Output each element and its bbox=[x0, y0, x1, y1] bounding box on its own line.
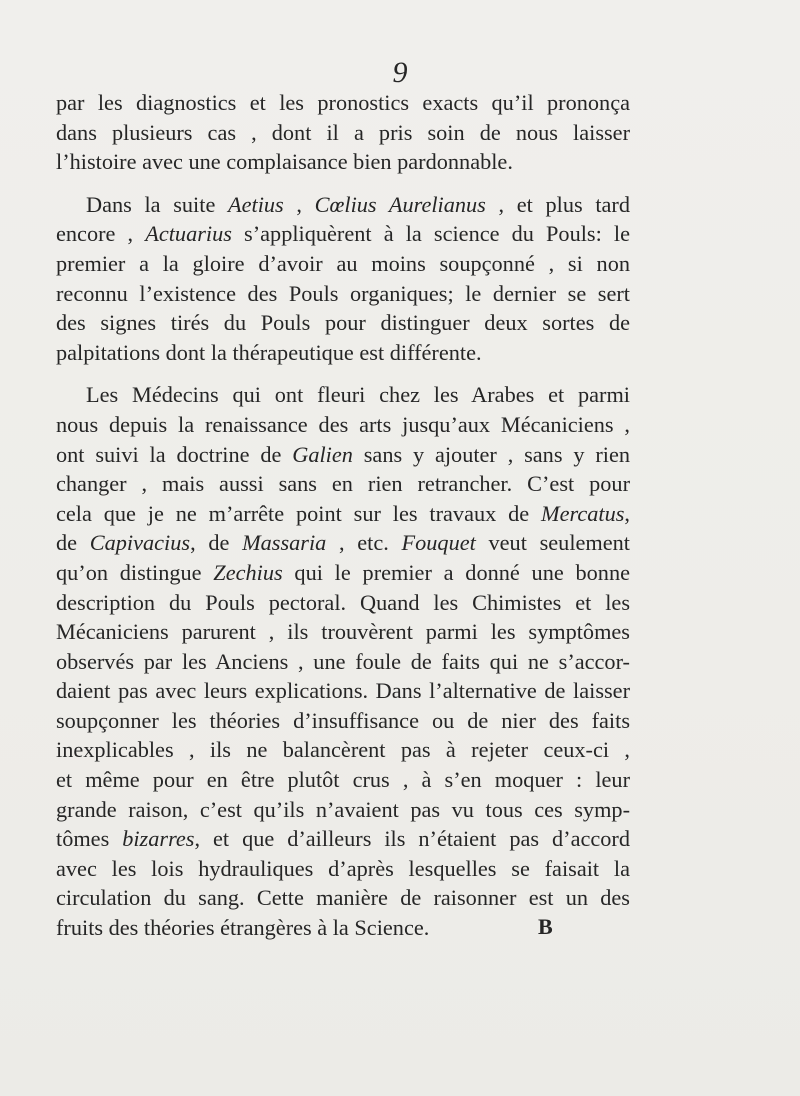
paragraph bbox=[56, 380, 630, 942]
text-line bbox=[56, 249, 630, 279]
italic-name: Galien bbox=[292, 441, 353, 467]
text-run: reconnu l’existence des Pouls organiques; le dernier se sert bbox=[56, 280, 630, 306]
text-run: dans plusieurs cas , dont il a pris soin de nous laisser bbox=[56, 119, 630, 145]
text-line bbox=[56, 338, 630, 368]
italic-name: Fouquet bbox=[401, 530, 476, 556]
text-line bbox=[56, 147, 630, 177]
text-run: qui le premier a donné une bonne bbox=[282, 559, 630, 585]
italic-name: Capivacius bbox=[89, 530, 191, 556]
text-line bbox=[56, 735, 630, 765]
text-run: soupçonner les théories d’insuffisance ou de nier des faits bbox=[56, 707, 630, 733]
text-run: nous depuis la renaissance des arts jusqu’aux Mécaniciens , bbox=[56, 411, 630, 437]
text-run: daient pas avec leurs explications. Dans l’alternative de laisser bbox=[56, 678, 630, 704]
text-run: l’histoire avec une complaisance bien pardonnable. bbox=[56, 149, 513, 175]
text-run: Dans la suite bbox=[86, 191, 228, 217]
text-run: inexplicables , ils ne balancèrent pas à rejeter ceux-ci , bbox=[56, 737, 630, 763]
text-run: circulation du sang. Cette manière de raisonner est un des bbox=[56, 885, 630, 911]
text-run: des signes tirés du Pouls pour distinguer deux sortes de bbox=[56, 310, 630, 336]
text-line bbox=[56, 765, 630, 795]
text-run: , de bbox=[190, 530, 243, 556]
text-run: changer , mais aussi sans en rien retrancher. C’est pour bbox=[56, 471, 630, 497]
text-line bbox=[56, 528, 630, 558]
text-line bbox=[56, 883, 630, 913]
italic-name: Cœlius Aurelianus bbox=[314, 191, 486, 217]
text-run: description du Pouls pectoral. Quand les Chimistes et les bbox=[56, 589, 630, 615]
text-line bbox=[56, 499, 630, 529]
text-run: Les Médecins qui ont fleuri chez les Arabes et parmi bbox=[86, 382, 630, 408]
text-line bbox=[56, 588, 630, 618]
text-line bbox=[56, 558, 630, 588]
text-line bbox=[56, 676, 630, 706]
text-line bbox=[56, 380, 630, 410]
text-line bbox=[56, 617, 630, 647]
text-run: palpitations dont la thérapeutique est différente. bbox=[56, 339, 482, 365]
italic-name: Massaria bbox=[242, 530, 327, 556]
text-run: sans y ajouter , sans y rien bbox=[352, 441, 630, 467]
body-text bbox=[56, 88, 630, 956]
text-line bbox=[56, 795, 630, 825]
paragraph bbox=[56, 190, 630, 368]
text-run: s’appliquèrent à la science du Pouls: le bbox=[231, 221, 631, 247]
text-run: ont suivi la doctrine de bbox=[56, 441, 293, 467]
text-run: , et que d’ailleurs ils n’étaient pas d’accord bbox=[194, 826, 630, 852]
text-run: , bbox=[624, 500, 630, 526]
text-line bbox=[56, 219, 630, 249]
italic-name: Mercatus bbox=[541, 500, 625, 526]
text-run: cela que je ne m’arrête point sur les travaux de bbox=[56, 500, 542, 526]
text-run: par les diagnostics et les pronostics exacts qu’il prononça bbox=[56, 90, 630, 115]
text-run: Mécaniciens parurent , ils trouvèrent parmi les symptômes bbox=[56, 619, 630, 645]
text-run: veut seulement bbox=[475, 530, 630, 556]
text-line bbox=[56, 647, 630, 677]
text-run: encore , bbox=[56, 221, 146, 247]
italic-name: Zechius bbox=[213, 559, 283, 585]
italic-name: Aetius bbox=[228, 191, 284, 217]
text-run: observés par les Anciens , une foule de faits qui ne s’accor- bbox=[56, 648, 630, 674]
text-run: , bbox=[283, 191, 315, 217]
text-run: fruits des théories étrangères à la Science. bbox=[56, 915, 430, 941]
page-number: 9 bbox=[392, 56, 408, 89]
text-run: premier a la gloire d’avoir au moins soupçonné , si non bbox=[56, 250, 630, 276]
signature-mark: B bbox=[538, 914, 553, 939]
text-line bbox=[56, 440, 630, 470]
text-run: qu’on distingue bbox=[56, 559, 214, 585]
text-run: , etc. bbox=[326, 530, 402, 556]
text-line bbox=[56, 824, 630, 854]
text-run: avec les lois hydrauliques d’après lesquelles se faisait la bbox=[56, 855, 630, 881]
text-run: de bbox=[56, 530, 90, 556]
text-run: et même pour en être plutôt crus , à s’en moquer : leur bbox=[56, 767, 630, 793]
italic-name: bizarres bbox=[122, 826, 195, 852]
text-line bbox=[56, 706, 630, 736]
text-line bbox=[56, 854, 630, 884]
text-line bbox=[56, 279, 630, 309]
text-run: grande raison, c’est qu’ils n’avaient pas vu tous ces symp- bbox=[56, 796, 630, 822]
italic-name: Actuarius bbox=[145, 221, 232, 247]
text-run: tômes bbox=[56, 826, 123, 852]
text-line bbox=[56, 118, 630, 148]
paragraph bbox=[56, 88, 630, 177]
text-line bbox=[56, 190, 630, 220]
text-line bbox=[56, 308, 630, 338]
text-run: , et plus tard bbox=[485, 191, 630, 217]
text-line bbox=[56, 88, 630, 118]
text-line bbox=[56, 469, 630, 499]
text-line bbox=[56, 410, 630, 440]
